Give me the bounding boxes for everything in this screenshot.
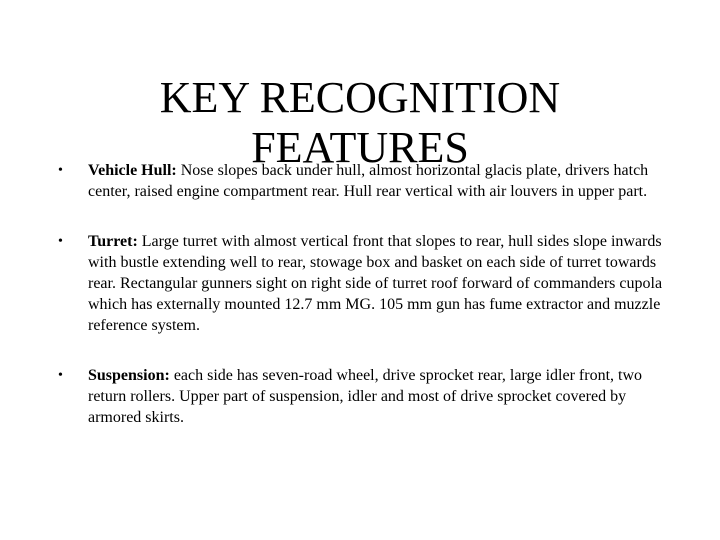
bullet-text: Large turret with almost vertical front that slopes to rear, hull sides slope inwards with bustle extending well to rear, stowage box and basket on each side of turret towards rear. Rectangular gunners sight on right side of turret roof forward of commanders cupola which has externally mounted 12.7 mm MG. 105 mm gun has fume extractor and muzzle reference system. bbox=[88, 233, 663, 334]
bullet-text: Nose slopes back under hull, almost horizontal glacis plate, drivers hatch center, raised engine compartment rear. Hull rear vertical with air louvers in upper part. bbox=[88, 162, 649, 200]
bullet-dot-icon: • bbox=[58, 163, 63, 178]
slide-title-line-1: KEY RECOGNITION bbox=[159, 73, 561, 123]
bullet-text: each side has seven-road wheel, drive sprocket rear, large idler front, two return rollers. Upper part of suspension, idler and most of drive sprocket covered by armored skirts. bbox=[88, 367, 643, 426]
bullet-suspension bbox=[58, 365, 668, 428]
bullet-list bbox=[58, 160, 668, 457]
bullet-term: Vehicle Hull: bbox=[88, 162, 177, 179]
bullet-vehicle-hull bbox=[58, 160, 668, 202]
bullet-term: Turret: bbox=[88, 233, 138, 250]
slide-title bbox=[60, 73, 660, 173]
bullet-dot-icon: • bbox=[58, 368, 63, 383]
bullet-turret bbox=[58, 231, 668, 336]
bullet-dot-icon: • bbox=[58, 234, 63, 249]
slide-title-line-2: FEATURES bbox=[251, 123, 469, 173]
bullet-term: Suspension: bbox=[88, 367, 170, 384]
